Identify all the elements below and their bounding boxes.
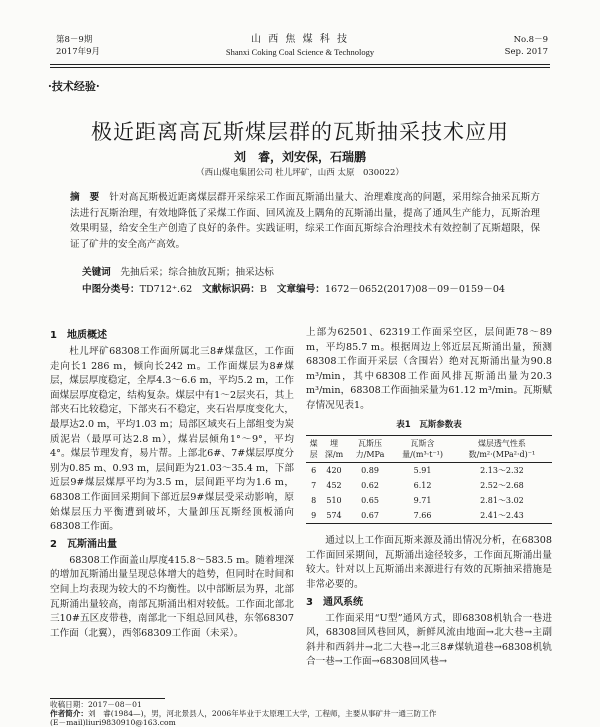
table-header-cell: 瓦斯压力/MPa	[355, 439, 385, 460]
table-cell: 2.52～2.68	[480, 481, 524, 491]
section-3-heading: 3 通风系统	[306, 596, 363, 608]
table-cell: 0.65	[361, 496, 379, 506]
table-cell: 8	[311, 496, 317, 506]
section-2-paragraph: 68308工作面盖山厚度415.8～583.5 m。随着埋深的增加瓦斯涌出量呈现总体增大的趋势，但同时在时间和空间上均表现为较大的不均衡性。以中部断层为界，北部瓦斯涌出量较高，南部瓦斯涌出相对较低。工作面北部北三10#五区皮带巷，南部北一下组总回风巷，东邻68307工作面（北翼），西邻68309工作面（未采）。	[50, 554, 294, 639]
affiliation: （西山煤电集团公司 杜儿坪矿，山西 太原 030022）	[196, 168, 404, 178]
received-date: 收稿日期：2017－08－01	[50, 700, 142, 709]
table-cell: 510	[326, 496, 342, 506]
table-cell: 9	[311, 511, 317, 521]
table-header-row	[306, 436, 552, 463]
clc-label: 中图分类号：	[82, 284, 140, 295]
abstract-label: 摘 要	[70, 192, 100, 203]
abstract-text: 针对高瓦斯极近距离煤层群开采综采工作面瓦斯涌出量大、治理难度高的问题，采用综合抽采瓦斯方法进行瓦斯治理，有效地降低了采煤工作面、回风流及上隅角的瓦斯涌出量，提高了通风生产能力，瓦斯治理效果明显，给安全生产创造了良好的条件。实践证明，综采工作面瓦斯综合治理技术有效控制了瓦斯超限，保证了矿井的安全高产高效。	[70, 192, 541, 250]
author-bio-text: 刘 睿(1984—)，男，河北景县人，2006年毕业于太原理工大学，工程师，主要从事矿井一通三防工作	[87, 709, 437, 718]
table-cell: 6	[311, 466, 317, 476]
journal-name-cn: 山 西 焦 煤 科 技	[251, 34, 349, 45]
issue-date-en: Sep. 2017	[504, 47, 548, 57]
table-cell: 7.66	[413, 511, 432, 521]
header-rule-thin	[50, 67, 550, 68]
footnote	[50, 700, 550, 727]
section-2-heading: 2 瓦斯涌出量	[50, 538, 117, 550]
section-3-paragraph: 工作面采用“U型”通风方式，即68308机轨合一巷进风，68308回风巷回风，新鲜风流由地面→北大巷→主副斜井和西斜井→北二大巷→北三8#煤轨道巷→68308机轨合一巷→工作面→68308回风巷→	[306, 612, 552, 668]
doc-code: B	[259, 284, 267, 295]
keywords-text: 先抽后采；综合抽放瓦斯；抽采达标	[120, 267, 274, 278]
table-cell: 7	[311, 481, 317, 491]
table-cell: 2.13～2.32	[480, 466, 524, 476]
section-1-heading: 1 地质概述	[50, 330, 107, 341]
table-cell: 0.67	[361, 511, 379, 521]
table-row	[306, 493, 552, 508]
table-header-cell: 煤层	[309, 439, 318, 460]
table-header-cell: 煤层透气性系数/m²·(MPa²·d)⁻¹	[468, 439, 536, 460]
journal-name	[150, 33, 450, 58]
section-2-conclusion: 通过以上工作面瓦斯来源及涌出情况分析，在68308工作面回采期间，瓦斯涌出途径较多，工作面瓦斯涌出量较大。针对以上瓦斯涌出来源进行有效的瓦斯抽采措施是非常必要的。	[306, 535, 552, 590]
abstract	[70, 190, 540, 252]
table-cell: 6.12	[413, 481, 432, 491]
table-cell: 452	[326, 481, 342, 491]
table-cell: 9.71	[413, 496, 432, 506]
table-row	[306, 478, 552, 493]
author-bio-label: 作者简介：	[50, 709, 88, 718]
table-cell: 2.41～2.43	[480, 511, 524, 521]
section-1-paragraph: 杜儿坪矿68308工作面所属北三8#煤盘区，工作面走向长1 286 m，倾向长242 m。工作面煤层为8#煤层，煤层厚度稳定，全厚4.3～6.6 m，平均5.2 m，工作面煤层厚度稳定，结构复杂。煤层中有1～2层夹石，其上部夹石比较稳定，下部夹石不稳定，夹石岩厚度变化大，最厚达2.0 m，平均1.03 m；局部区域夹石上部组变为炭质泥岩（最厚可达2.8 m），煤岩层倾角1°～9°，平均4°。煤层节理发育，易片帮。上部北6#、7#煤层厚度分别为0.85 m、0.93 m，层间距为21.03～35.4 m，下部近层9#煤层煤厚平均为3.5 m，层间距平均为1.6 m，68308工作面回采期间下部近层9#煤层受采动影响，原始煤层压力平衡遭到破坏，大量卸压瓦斯经顶板涌向68308工作面。	[50, 346, 294, 533]
table-cell: 0.89	[361, 466, 379, 476]
table-row	[306, 508, 552, 524]
article-number: 1672－0652(2017)08－09－0159－04	[324, 284, 506, 295]
issue-number-en: No.8－9	[513, 35, 548, 45]
author-email: (E－mail)liuri9830910@163.com	[50, 718, 176, 727]
footnote-rule	[50, 698, 165, 699]
issue-number-cn: 第8－9期	[56, 35, 93, 45]
keywords	[82, 266, 542, 280]
article-title: 极近距离高瓦斯煤层群的瓦斯抽采技术应用	[91, 120, 509, 144]
table-header-cell: 瓦斯含量/(m³·t⁻¹)	[402, 439, 444, 460]
table-cell: 0.62	[361, 481, 379, 491]
article-number-label: 文章编号：	[276, 284, 325, 295]
table-cell: 574	[326, 511, 342, 521]
table-cell: 2.81～3.02	[480, 496, 524, 506]
journal-name-en: Shanxi Coking Coal Science & Technology	[225, 47, 375, 57]
keywords-label: 关键词	[82, 267, 111, 278]
section-tag: ·技术经验·	[48, 80, 100, 93]
body-column-right	[306, 326, 552, 694]
issue-date-cn: 2017年9月	[56, 47, 101, 57]
header-rule-thick	[50, 64, 550, 65]
clc-code: TD712⁺.62	[139, 284, 193, 295]
author-bio	[50, 709, 550, 718]
table-header-cell: 埋深/m	[324, 439, 344, 460]
body-column-left	[50, 326, 294, 694]
gas-parameter-table	[306, 435, 552, 524]
classification-line	[82, 283, 542, 297]
table-row	[306, 463, 552, 479]
table-cell: 5.91	[413, 466, 432, 476]
table-caption: 表1 瓦斯参数表	[396, 419, 462, 430]
authors: 刘 睿，刘安保，石瑞鹏	[233, 150, 366, 164]
header-left	[56, 34, 100, 58]
header-right	[505, 34, 548, 58]
doc-code-label: 文献标识码：	[202, 284, 260, 295]
section-2-continuation: 上部为62501、62319工作面采空区，层间距78～89 m，平均85.7 m。根据周边上邻近层瓦斯涌出量，预测68308工作面开采层（含围岩）绝对瓦斯涌出量为90.8 m³/min，其中68308工作面风排瓦斯涌出量为20.3 m³/min，68308工作面抽采量为61.12 m³/min。瓦斯赋存情况见表1。	[306, 327, 552, 411]
table-cell: 420	[326, 466, 342, 476]
